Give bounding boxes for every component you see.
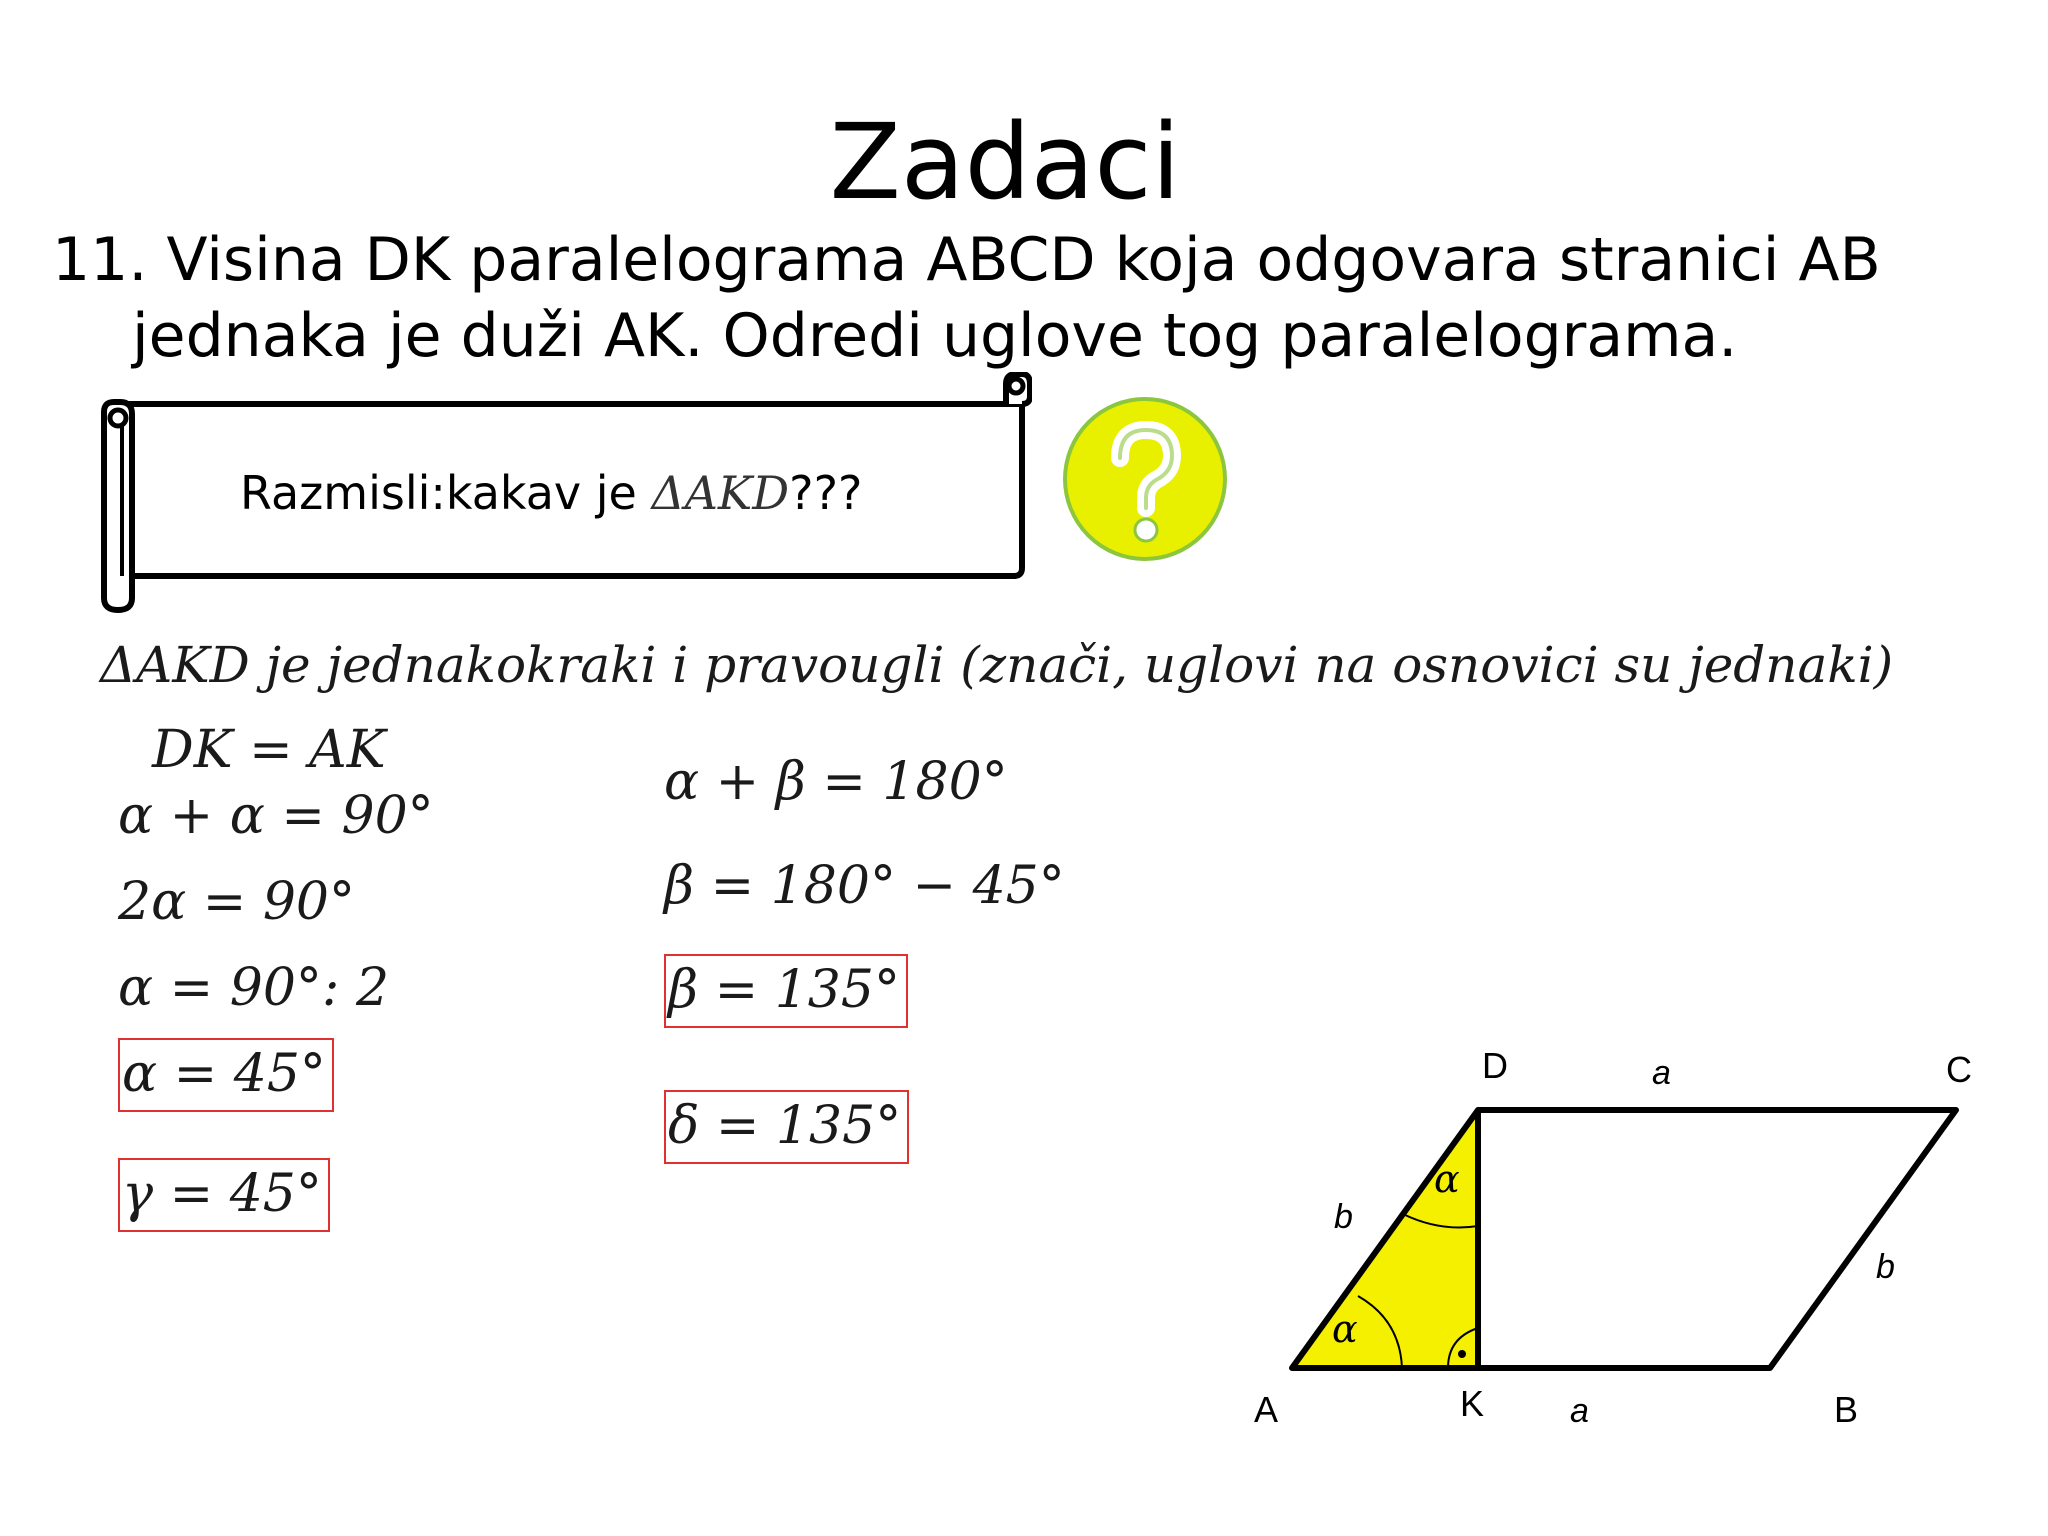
slide-title: Zadaci <box>829 101 1181 223</box>
vertex-k: K <box>1460 1383 1485 1424</box>
result-delta: δ = 135° <box>664 1090 909 1164</box>
parallelogram-figure <box>1240 1020 2000 1460</box>
question-mark-icon[interactable] <box>1062 396 1228 562</box>
task-line-2: jednaka je duži AK. Odredi uglove tog paralelograma. <box>132 301 1738 371</box>
equation-two-alpha: 2α = 90° <box>118 872 355 932</box>
right-angle-dot <box>1458 1350 1466 1358</box>
hint-suffix: ??? <box>789 466 863 520</box>
vertex-b: B <box>1834 1389 1859 1430</box>
equation-alpha-div: α = 90°: 2 <box>118 958 390 1018</box>
vertex-a: A <box>1254 1389 1279 1430</box>
equation-beta-calc: β = 180° − 45° <box>664 856 1065 916</box>
result-beta: β = 135° <box>664 954 908 1028</box>
equation-alpha-sum: α + α = 90° <box>118 786 434 846</box>
side-label-left: b <box>1334 1198 1353 1236</box>
task-statement <box>52 222 1952 374</box>
solution-note: ΔAKD je jednakokraki i pravougli (znači, uglovi na osnovici su jednaki) <box>100 636 1894 694</box>
angle-label-d: α <box>1434 1157 1460 1201</box>
equation-dk-ak: DK = AK <box>152 720 386 780</box>
vertex-d: D <box>1482 1045 1508 1086</box>
vertex-c: C <box>1946 1049 1972 1090</box>
equation-alpha-beta: α + β = 180° <box>664 752 1008 812</box>
result-gamma: γ = 45° <box>118 1158 330 1232</box>
hint-prefix: Razmisli:kakav je <box>240 466 652 520</box>
task-line-1: 11. Visina DK paralelograma ABCD koja odgovara stranici AB <box>52 225 1881 295</box>
side-label-bottom: a <box>1570 1392 1589 1430</box>
hint-math: ΔAKD <box>651 466 790 520</box>
side-label-right: b <box>1876 1248 1895 1286</box>
angle-label-a: α <box>1332 1307 1358 1351</box>
side-label-top: a <box>1652 1054 1671 1092</box>
result-alpha: α = 45° <box>118 1038 334 1112</box>
hint-text <box>240 466 862 520</box>
